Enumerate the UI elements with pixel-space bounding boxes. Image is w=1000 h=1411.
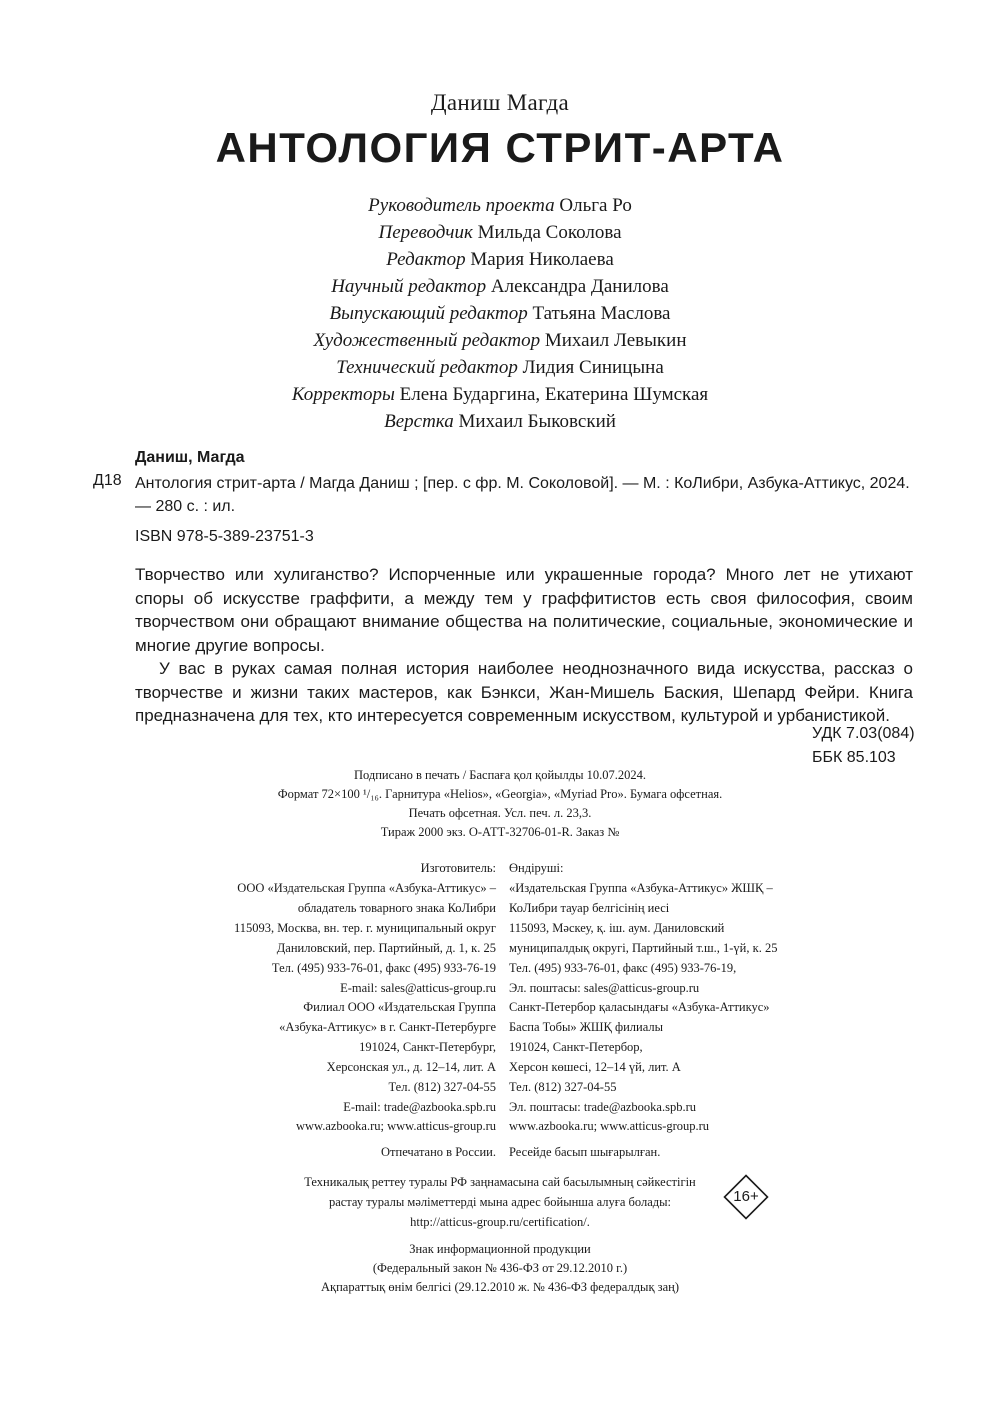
info-sign-line: (Федеральный закон № 436-ФЗ от 29.12.2010 г.)	[372, 1261, 628, 1275]
printed-ru: Отпечатано в России.	[381, 1145, 496, 1159]
print-info-line: Печать офсетная. Усл. печ. л. 23,3.	[408, 806, 592, 820]
manufacturer-kz	[509, 858, 839, 998]
catalog-description: Антология стрит-арта / Магда Даниш ; [пер. с фр. М. Соколовой]. — М. : КоЛибри, Азбука-Аттикус, 2024. — 280 с. : ил.	[135, 475, 910, 515]
manufacturer-line: Изготовитель:	[420, 861, 496, 875]
manufacturer-line: Өндіруші:	[509, 861, 564, 875]
credit-name: Мария Николаева	[470, 249, 614, 270]
annotation	[135, 563, 913, 728]
isbn: ISBN 978-5-389-23751-3	[135, 528, 314, 545]
websites-kz: www.azbooka.ru; www.atticus-group.ru	[509, 1119, 710, 1133]
certification-line: растау туралы мәліметтерді мына адрес бойынша алуға болады:	[328, 1195, 672, 1209]
credit-line	[0, 192, 1000, 219]
manufacturer-line: обладатель товарного знака КоЛибри	[297, 901, 496, 915]
credit-name: Елена Бударгина, Екатерина Шумская	[399, 384, 709, 405]
branch-line: Баспа Тобы» ЖШҚ филиалы	[509, 1020, 663, 1034]
bbk-code: ББК 85.103	[812, 749, 896, 766]
credit-role: Художественный редактор	[313, 330, 541, 351]
manufacturer-line: муниципалдық округі, Партийный т.ш., 1-үй, к. 25	[509, 941, 778, 955]
print-info-line: Формат 72×100 ¹/₁₆. Гарнитура «Helios», «Georgia», «Myriad Pro». Бумага офсетная.	[277, 787, 723, 801]
udk-code: УДК 7.03(084)	[812, 725, 915, 742]
certification-line: http://atticus-group.ru/certification/.	[410, 1215, 590, 1229]
age-rating-badge	[723, 1174, 769, 1220]
branch-ru	[180, 997, 496, 1117]
manufacturer-line: 115093, Москва, вн. тер. г. муниципальный округ	[233, 921, 496, 935]
manufacturer-line: Тел. (495) 933-76-01, факс (495) 933-76-19	[271, 961, 496, 975]
credit-role: Редактор	[386, 249, 466, 270]
websites-ru: www.azbooka.ru; www.atticus-group.ru	[295, 1119, 496, 1133]
credit-role: Руководитель проекта	[368, 195, 555, 216]
info-sign-line: Знак информационной продукции	[409, 1242, 591, 1256]
credit-name: Лидия Синицына	[522, 357, 664, 378]
branch-line: Тел. (812) 327-04-55	[388, 1080, 496, 1094]
credit-role: Верстка	[384, 411, 454, 432]
manufacturer-line: «Издательская Группа «Азбука-Аттикус» ЖШҚ –	[509, 881, 773, 895]
manufacturer-line: E-mail: sales@atticus-group.ru	[340, 981, 496, 995]
manufacturer-line: Тел. (495) 933-76-01, факс (495) 933-76-19,	[509, 961, 737, 975]
info-sign-line: Ақпараттық өнім белгісі (29.12.2010 ж. № 436-ФЗ федералдық заң)	[321, 1280, 679, 1294]
branch-line: Филиал ООО «Издательская Группа	[303, 1000, 496, 1014]
credit-role: Научный редактор	[331, 276, 487, 297]
credit-line	[0, 246, 1000, 273]
printed-kz: Ресейде басып шығарылған.	[509, 1145, 661, 1159]
certification-note	[280, 1172, 720, 1232]
manufacturer-line: ООО «Издательская Группа «Азбука-Аттикус» –	[237, 881, 496, 895]
credit-line	[0, 327, 1000, 354]
credit-name: Михаил Быковский	[458, 411, 616, 432]
branch-line: Тел. (812) 327-04-55	[509, 1080, 617, 1094]
catalog-author: Даниш, Магда	[135, 449, 245, 466]
credit-name: Михаил Левыкин	[544, 330, 687, 351]
annotation-paragraph: Творчество или хулиганство? Испорченные или украшенные города? Много лет не утихают споры об искусстве граффити, а между тем у граффитистов есть своя философия, своим творчеством они обращают внимание общества на политические, социальные, экономические и многие другие вопросы.	[135, 565, 913, 655]
branch-line: «Азбука-Аттикус» в г. Санкт-Петербурге	[279, 1020, 496, 1034]
branch-line: 191024, Санкт-Петербург,	[359, 1040, 496, 1054]
branch-line: Санкт-Петербор қаласындағы «Азбука-Аттикус»	[509, 1000, 770, 1014]
age-rating-text: 16+	[733, 1188, 759, 1205]
manufacturer-line: 115093, Мәскеу, қ. іш. аум. Даниловский	[509, 921, 725, 935]
credit-role: Выпускающий редактор	[329, 303, 528, 324]
credit-role: Переводчик	[378, 222, 473, 243]
branch-line: Херсонская ул., д. 12–14, лит. А	[326, 1060, 496, 1074]
book-author: Даниш Магда	[430, 90, 570, 115]
branch-line: Эл. поштасы: trade@azbooka.spb.ru	[509, 1100, 697, 1114]
print-info-line: Тираж 2000 экз. О-АТТ-32706-01-R. Заказ №	[380, 825, 620, 839]
certification-line: Техникалық реттеу туралы РФ заңнамасына сай басылымның сәйкестігін	[304, 1175, 696, 1189]
info-sign	[0, 1240, 1000, 1297]
manufacturer-line: Эл. поштасы: sales@atticus-group.ru	[509, 981, 700, 995]
annotation-paragraph: У вас в руках самая полная история наиболее неоднозначного вида искусства, рассказ о творчестве и жизни таких мастеров, как Бэнкси, Жан-Мишель Баския, Шепард Фейри. Книга предназначена для тех, кто интересуется современным искусством, культурой и урбанистикой.	[135, 659, 913, 725]
classification	[812, 722, 915, 770]
credit-line	[0, 273, 1000, 300]
branch-kz	[509, 997, 839, 1117]
print-info	[0, 766, 1000, 842]
branch-line: 191024, Санкт-Петербор,	[509, 1040, 643, 1054]
credit-name: Александра Данилова	[490, 276, 669, 297]
credit-line	[0, 381, 1000, 408]
manufacturer-line: КоЛибри тауар белгісінің иесі	[509, 901, 670, 915]
branch-line: Херсон көшесі, 12–14 үй, лит. А	[509, 1060, 681, 1074]
credit-role: Технический редактор	[336, 357, 518, 378]
credit-line	[0, 300, 1000, 327]
manufacturer-line: Даниловский, пер. Партийный, д. 1, к. 25	[276, 941, 496, 955]
credit-role: Корректоры	[291, 384, 395, 405]
credit-line	[0, 219, 1000, 246]
manufacturer-ru	[180, 858, 496, 998]
catalog-code: Д18	[93, 472, 122, 489]
book-title: АНТОЛОГИЯ СТРИТ-АРТА	[215, 124, 785, 171]
credit-line	[0, 354, 1000, 381]
credit-line	[0, 408, 1000, 435]
credits-list	[0, 192, 1000, 435]
credit-name: Ольга Ро	[559, 195, 632, 216]
branch-line: E-mail: trade@azbooka.spb.ru	[343, 1100, 496, 1114]
credit-name: Татьяна Маслова	[532, 303, 671, 324]
print-info-line: Подписано в печать / Баспаға қол қойылды 10.07.2024.	[353, 768, 647, 782]
credit-name: Мильда Соколова	[477, 222, 622, 243]
